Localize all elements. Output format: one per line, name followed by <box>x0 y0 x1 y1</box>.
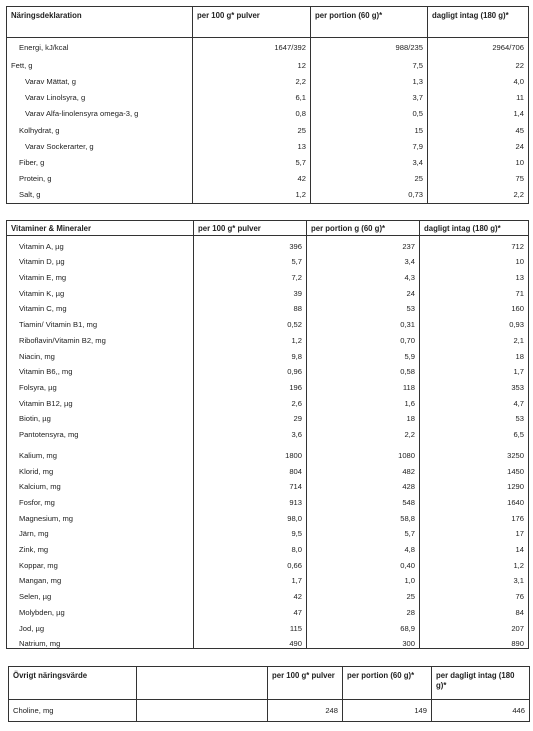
row-label: Zink, mg <box>7 539 194 555</box>
table-row <box>7 330 529 346</box>
row-value: 24 <box>428 138 529 154</box>
header-per-100g: per 100 g* pulver <box>268 667 343 700</box>
row-label: Vitamin E, mg <box>7 267 194 283</box>
other-nutrition-table <box>8 666 530 722</box>
row-value: 6,1 <box>193 90 311 106</box>
table-row <box>7 586 529 602</box>
header-daily-intake: dagligt intag (180 g)* <box>428 7 529 38</box>
row-value: 1450 <box>420 460 529 476</box>
row-value: 7,9 <box>311 138 428 154</box>
row-label: Vitamin C, mg <box>7 298 194 314</box>
row-value: 118 <box>307 377 420 393</box>
header-per-portion: per portion (60 g)* <box>311 7 428 38</box>
row-label: Energi, kJ/kcal <box>7 38 193 58</box>
row-value: 24 <box>307 283 420 299</box>
table-row <box>7 283 529 299</box>
row-value: 2,2 <box>428 187 529 203</box>
header-vitamins-minerals: Vitaminer & Mineraler <box>7 221 194 236</box>
row-value: 7,2 <box>194 267 307 283</box>
table-row <box>7 38 529 58</box>
row-value: 53 <box>307 298 420 314</box>
row-value: 28 <box>307 602 420 618</box>
row-label: Fett, g <box>7 58 193 74</box>
table-row <box>7 476 529 492</box>
row-value: 0,40 <box>307 555 420 571</box>
row-value: 1,0 <box>307 570 420 586</box>
row-label: Kolhydrat, g <box>7 122 193 138</box>
row-value: 2,2 <box>193 74 311 90</box>
row-value: 25 <box>193 122 311 138</box>
row-value: 353 <box>420 377 529 393</box>
table-row <box>7 460 529 476</box>
row-value: 396 <box>194 236 307 252</box>
row-value: 1647/392 <box>193 38 311 58</box>
row-value: 98,0 <box>194 508 307 524</box>
row-value: 2,1 <box>420 330 529 346</box>
row-label: Tiamin/ Vitamin B1, mg <box>7 314 194 330</box>
row-value: 9,8 <box>194 345 307 361</box>
row-value: 18 <box>420 345 529 361</box>
row-label: Jod, µg <box>7 617 194 633</box>
table-row <box>7 361 529 377</box>
row-value: 160 <box>420 298 529 314</box>
row-label: Fiber, g <box>7 155 193 171</box>
table-row <box>7 314 529 330</box>
table-row <box>7 122 529 138</box>
row-value: 7,5 <box>311 58 428 74</box>
row-value: 1,2 <box>194 330 307 346</box>
row-value: 300 <box>307 633 420 649</box>
table-row <box>7 408 529 424</box>
row-value: 3,1 <box>420 570 529 586</box>
row-value: 15 <box>311 122 428 138</box>
row-value: 25 <box>307 586 420 602</box>
row-value: 913 <box>194 492 307 508</box>
row-label: Vitamin B12, µg <box>7 392 194 408</box>
table-row <box>7 508 529 524</box>
nutrition-declaration-table <box>6 6 529 204</box>
table-row <box>7 90 529 106</box>
row-value: 237 <box>307 236 420 252</box>
row-value: 446 <box>432 700 530 722</box>
row-value: 714 <box>194 476 307 492</box>
row-value: 207 <box>420 617 529 633</box>
row-value: 53 <box>420 408 529 424</box>
table-row <box>7 74 529 90</box>
row-label: Molybden, µg <box>7 602 194 618</box>
row-value: 712 <box>420 236 529 252</box>
row-value: 0,93 <box>420 314 529 330</box>
table-row <box>7 570 529 586</box>
row-value: 76 <box>420 586 529 602</box>
row-value: 39 <box>194 283 307 299</box>
table-row <box>7 424 529 440</box>
row-value: 47 <box>194 602 307 618</box>
row-label: Kalcium, mg <box>7 476 194 492</box>
row-value: 10 <box>428 155 529 171</box>
row-label: Klorid, mg <box>7 460 194 476</box>
row-label: Riboflavin/Vitamin B2, mg <box>7 330 194 346</box>
row-label: Vitamin K, µg <box>7 283 194 299</box>
table-row <box>7 633 529 649</box>
row-value: 1080 <box>307 439 420 460</box>
row-value: 1,2 <box>420 555 529 571</box>
header-other-nutrition: Övrigt näringsvärde <box>9 667 137 700</box>
header-empty <box>137 667 268 700</box>
row-value: 0,96 <box>194 361 307 377</box>
row-value: 5,9 <box>307 345 420 361</box>
row-label: Varav Alfa-linolensyra omega-3, g <box>7 106 193 122</box>
row-value: 1290 <box>420 476 529 492</box>
row-value: 3,7 <box>311 90 428 106</box>
row-value: 5,7 <box>194 251 307 267</box>
row-value: 248 <box>268 700 343 722</box>
row-value: 1640 <box>420 492 529 508</box>
table-row <box>7 523 529 539</box>
row-value: 10 <box>420 251 529 267</box>
row-value: 2,2 <box>307 424 420 440</box>
row-value: 9,5 <box>194 523 307 539</box>
row-value: 58,8 <box>307 508 420 524</box>
row-value: 890 <box>420 633 529 649</box>
row-label: Natrium, mg <box>7 633 194 649</box>
row-value: 75 <box>428 171 529 187</box>
row-value: 0,58 <box>307 361 420 377</box>
row-label: Varav Sockerarter, g <box>7 138 193 154</box>
row-value: 0,66 <box>194 555 307 571</box>
row-value: 1,3 <box>311 74 428 90</box>
table-row <box>7 602 529 618</box>
row-value: 13 <box>193 138 311 154</box>
row-value: 2964/706 <box>428 38 529 58</box>
row-value: 2,6 <box>194 392 307 408</box>
table-row <box>7 155 529 171</box>
row-label: Protein, g <box>7 171 193 187</box>
header-per-100g: per 100 g* pulver <box>194 221 307 236</box>
table-row <box>7 617 529 633</box>
header-daily-intake: per dagligt intag (180 g)* <box>432 667 530 700</box>
row-value: 176 <box>420 508 529 524</box>
row-value: 5,7 <box>307 523 420 539</box>
row-value: 4,3 <box>307 267 420 283</box>
table-row <box>7 187 529 203</box>
header-nutrition-declaration: Näringsdeklaration <box>7 7 193 38</box>
row-label: Magnesium, mg <box>7 508 194 524</box>
header-per-portion: per portion (60 g)* <box>343 667 432 700</box>
row-value: 17 <box>420 523 529 539</box>
vitamins-minerals-table <box>6 220 529 649</box>
row-label: Pantotensyra, mg <box>7 424 194 440</box>
row-label: Folsyra, µg <box>7 377 194 393</box>
row-value: 1,7 <box>194 570 307 586</box>
row-label: Biotin, µg <box>7 408 194 424</box>
row-label: Selen, µg <box>7 586 194 602</box>
table-row <box>7 492 529 508</box>
row-label: Fosfor, mg <box>7 492 194 508</box>
header-daily-intake: dagligt intag (180 g)* <box>420 221 529 236</box>
row-value: 0,5 <box>311 106 428 122</box>
row-value: 1,2 <box>193 187 311 203</box>
row-value: 3,4 <box>311 155 428 171</box>
row-value: 4,0 <box>428 74 529 90</box>
row-value: 22 <box>428 58 529 74</box>
row-value: 45 <box>428 122 529 138</box>
row-label: Vitamin B6,, mg <box>7 361 194 377</box>
row-value: 84 <box>420 602 529 618</box>
row-value: 482 <box>307 460 420 476</box>
table-row <box>9 700 530 722</box>
row-value: 988/235 <box>311 38 428 58</box>
row-value: 115 <box>194 617 307 633</box>
row-value: 8,0 <box>194 539 307 555</box>
row-value: 3250 <box>420 439 529 460</box>
row-label: Mangan, mg <box>7 570 194 586</box>
row-label: Salt, g <box>7 187 193 203</box>
row-label: Varav Mättat, g <box>7 74 193 90</box>
row-value: 149 <box>343 700 432 722</box>
header-per-100g: per 100 g* pulver <box>193 7 311 38</box>
row-value: 1,7 <box>420 361 529 377</box>
row-label: Koppar, mg <box>7 555 194 571</box>
row-value: 490 <box>194 633 307 649</box>
table-row <box>7 267 529 283</box>
row-value: 13 <box>420 267 529 283</box>
row-value: 1,6 <box>307 392 420 408</box>
table-row <box>7 392 529 408</box>
row-label: Vitamin D, µg <box>7 251 194 267</box>
empty-cell <box>137 700 268 722</box>
table-row <box>7 539 529 555</box>
row-value: 548 <box>307 492 420 508</box>
row-value: 1800 <box>194 439 307 460</box>
row-value: 0,73 <box>311 187 428 203</box>
table-row <box>7 138 529 154</box>
row-value: 88 <box>194 298 307 314</box>
row-value: 71 <box>420 283 529 299</box>
row-value: 4,8 <box>307 539 420 555</box>
row-value: 0,8 <box>193 106 311 122</box>
table-row <box>7 106 529 122</box>
row-value: 42 <box>193 171 311 187</box>
row-label: Niacin, mg <box>7 345 194 361</box>
row-value: 29 <box>194 408 307 424</box>
header-per-portion: per portion g (60 g)* <box>307 221 420 236</box>
row-value: 196 <box>194 377 307 393</box>
table-row <box>7 58 529 74</box>
row-value: 1,4 <box>428 106 529 122</box>
table-row <box>7 236 529 252</box>
row-value: 18 <box>307 408 420 424</box>
row-value: 3,6 <box>194 424 307 440</box>
row-label: Kalium, mg <box>7 439 194 460</box>
table-row <box>7 298 529 314</box>
table-row <box>7 377 529 393</box>
row-value: 5,7 <box>193 155 311 171</box>
table-row <box>7 251 529 267</box>
row-value: 428 <box>307 476 420 492</box>
table-row <box>7 345 529 361</box>
row-value: 6,5 <box>420 424 529 440</box>
row-value: 4,7 <box>420 392 529 408</box>
row-label: Järn, mg <box>7 523 194 539</box>
row-value: 42 <box>194 586 307 602</box>
row-value: 804 <box>194 460 307 476</box>
row-value: 3,4 <box>307 251 420 267</box>
row-value: 25 <box>311 171 428 187</box>
row-value: 11 <box>428 90 529 106</box>
row-value: 0,70 <box>307 330 420 346</box>
row-label: Varav Linolsyra, g <box>7 90 193 106</box>
row-value: 68,9 <box>307 617 420 633</box>
row-value: 12 <box>193 58 311 74</box>
table-row <box>7 171 529 187</box>
table-row <box>7 439 529 460</box>
row-label: Choline, mg <box>9 700 137 722</box>
table-row <box>7 555 529 571</box>
row-value: 14 <box>420 539 529 555</box>
row-value: 0,52 <box>194 314 307 330</box>
row-label: Vitamin A, µg <box>7 236 194 252</box>
row-value: 0,31 <box>307 314 420 330</box>
